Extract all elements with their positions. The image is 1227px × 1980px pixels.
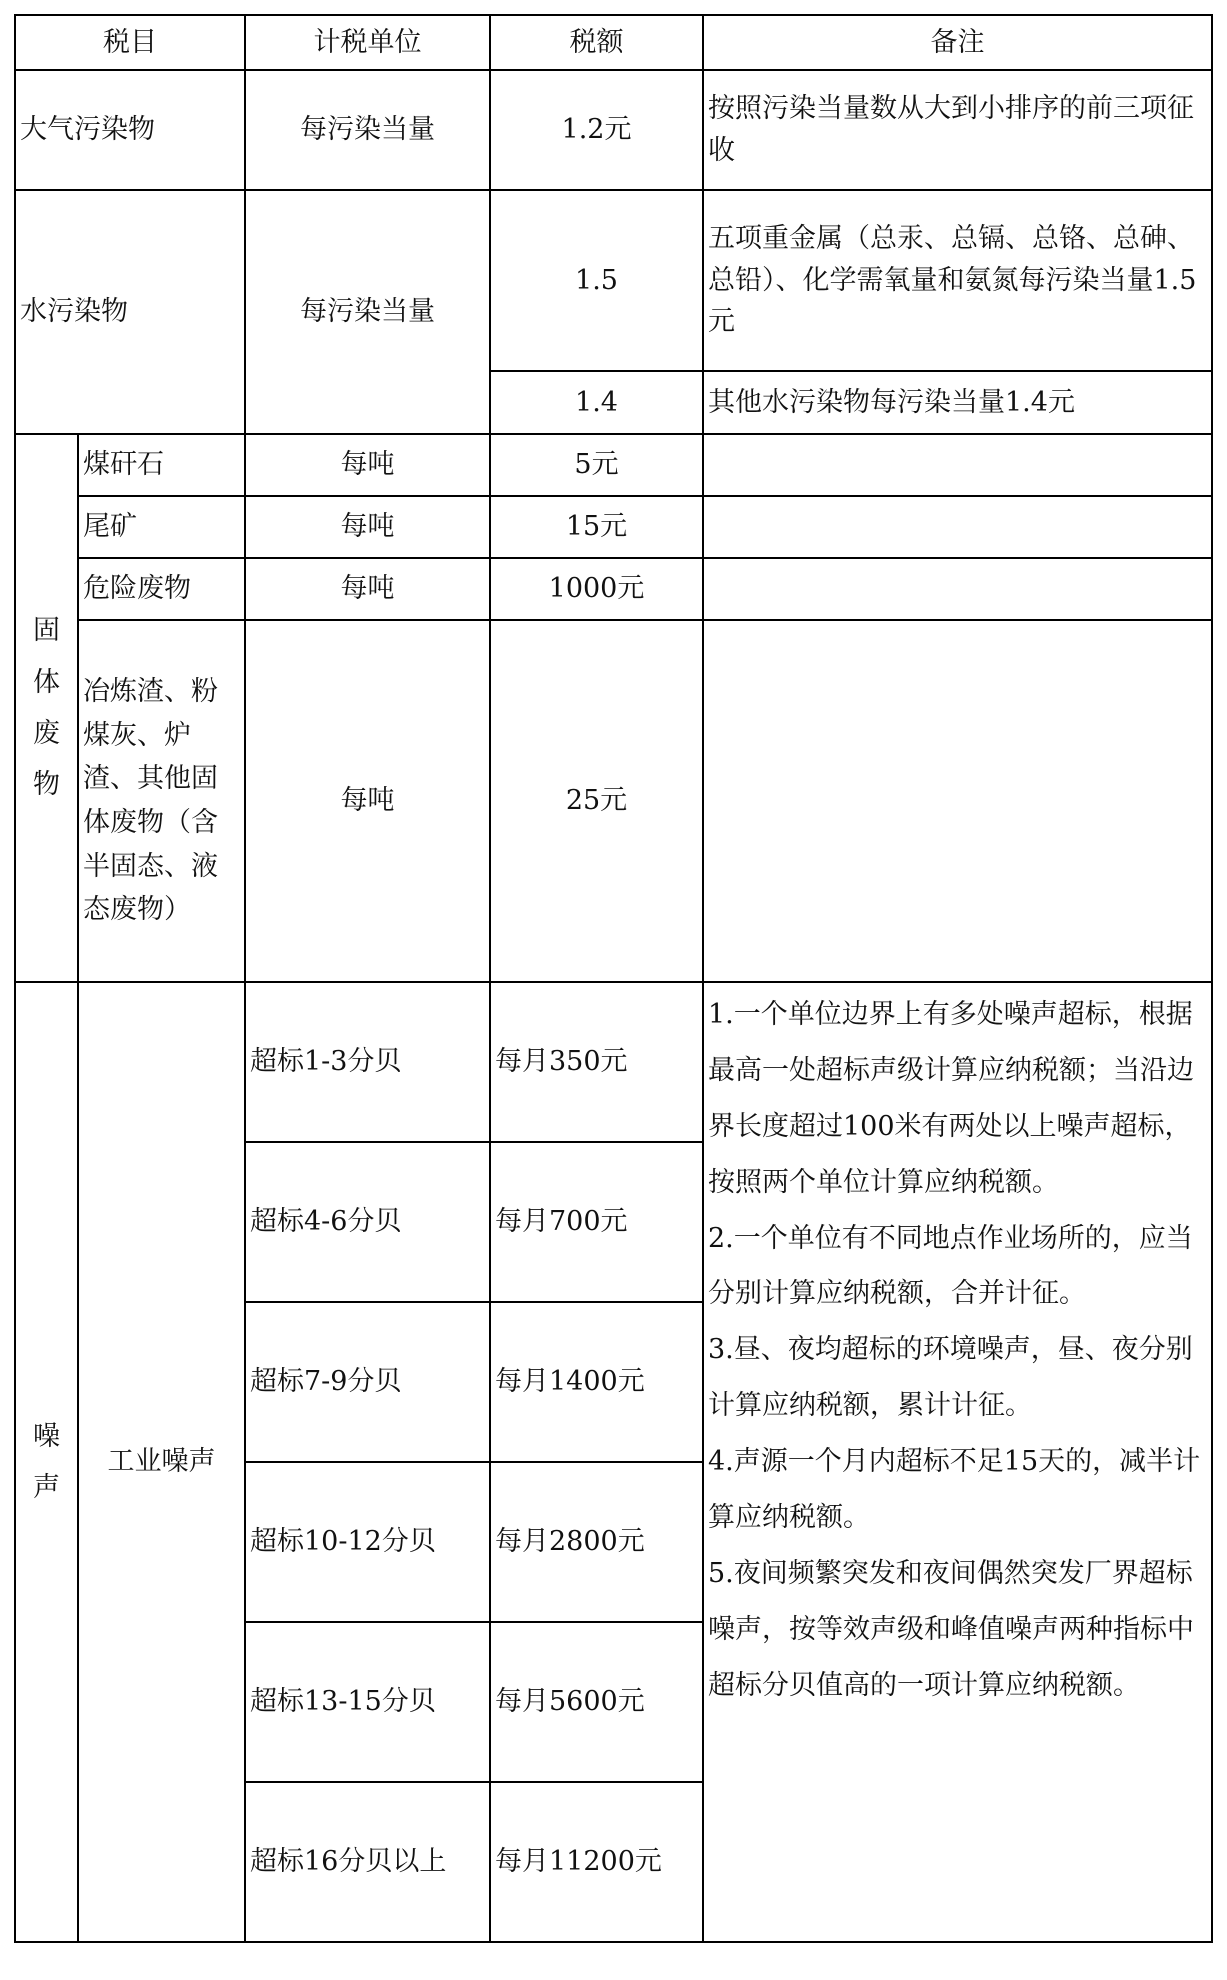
solid-unit-1: 每吨 (245, 434, 490, 496)
air-unit: 每污染当量 (245, 70, 490, 190)
noise-sub: 工业噪声 (78, 982, 245, 1942)
header-item: 税目 (15, 15, 245, 70)
noise-level-4: 超标10-12分贝 (245, 1462, 490, 1622)
noise-amount-3: 每月1400元 (490, 1302, 703, 1462)
water-name: 水污染物 (15, 190, 245, 434)
noise-amount-5: 每月5600元 (490, 1622, 703, 1782)
solid-amount-1: 5元 (490, 434, 703, 496)
noise-amount-6: 每月11200元 (490, 1782, 703, 1942)
water-unit: 每污染当量 (245, 190, 490, 434)
solid-note-4 (703, 620, 1212, 982)
noise-note-3: 3.昼、夜均超标的环境噪声，昼、夜分别计算应纳税额，累计计征。 (708, 1334, 1193, 1422)
solid-row-1 (15, 434, 1212, 496)
solid-note-3 (703, 558, 1212, 620)
water-note-2: 其他水污染物每污染当量1.4元 (703, 371, 1212, 434)
water-amount-1: 1.5 (490, 190, 703, 371)
solid-unit-2: 每吨 (245, 496, 490, 558)
solid-item-4: 冶炼渣、粉煤灰、炉渣、其他固体废物（含半固态、液态废物） (78, 620, 245, 982)
solid-amount-4: 25元 (490, 620, 703, 982)
solid-amount-3: 1000元 (490, 558, 703, 620)
solid-amount-2: 15元 (490, 496, 703, 558)
air-amount: 1.2元 (490, 70, 703, 190)
noise-level-5: 超标13-15分贝 (245, 1622, 490, 1782)
header-note: 备注 (703, 15, 1212, 70)
tax-table (14, 14, 1213, 1943)
noise-level-1: 超标1-3分贝 (245, 982, 490, 1142)
noise-level-2: 超标4-6分贝 (245, 1142, 490, 1302)
air-note: 按照污染当量数从大到小排序的前三项征收 (703, 70, 1212, 190)
noise-note-5: 5.夜间频繁突发和夜间偶然突发厂界超标噪声，按等效声级和峰值噪声两种指标中超标分贝值高的一项计算应纳税额。 (708, 1557, 1194, 1701)
noise-row-1 (15, 982, 1212, 1142)
noise-note-1: 1.一个单位边界上有多处噪声超标，根据最高一处超标声级计算应纳税额；当沿边界长度超过100米有两处以上噪声超标，按照两个单位计算应纳税额。 (708, 999, 1194, 1198)
header-unit: 计税单位 (245, 15, 490, 70)
solid-item-2: 尾矿 (78, 496, 245, 558)
air-name: 大气污染物 (15, 70, 245, 190)
air-row (15, 70, 1212, 190)
solid-row-2 (15, 496, 1212, 558)
noise-name: 噪 声 (15, 982, 78, 1942)
solid-row-3 (15, 558, 1212, 620)
solid-item-1: 煤矸石 (78, 434, 245, 496)
noise-notes (703, 982, 1212, 1942)
noise-level-3: 超标7-9分贝 (245, 1302, 490, 1462)
water-note-1: 五项重金属（总汞、总镉、总铬、总砷、总铅）、化学需氧量和氨氮每污染当量1.5元 (703, 190, 1212, 371)
water-row-1 (15, 190, 1212, 371)
solid-name: 固 体 废 物 (15, 434, 78, 982)
water-amount-2: 1.4 (490, 371, 703, 434)
noise-amount-4: 每月2800元 (490, 1462, 703, 1622)
solid-unit-4: 每吨 (245, 620, 490, 982)
solid-note-1 (703, 434, 1212, 496)
solid-row-4 (15, 620, 1212, 982)
solid-item-3: 危险废物 (78, 558, 245, 620)
noise-note-2: 2.一个单位有不同地点作业场所的，应当分别计算应纳税额，合并计征。 (708, 1222, 1193, 1310)
noise-amount-2: 每月700元 (490, 1142, 703, 1302)
header-amount: 税额 (490, 15, 703, 70)
solid-unit-3: 每吨 (245, 558, 490, 620)
noise-level-6: 超标16分贝以上 (245, 1782, 490, 1942)
header-row (15, 15, 1212, 70)
solid-note-2 (703, 496, 1212, 558)
noise-note-4: 4.声源一个月内超标不足15天的，减半计算应纳税额。 (708, 1446, 1201, 1533)
noise-amount-1: 每月350元 (490, 982, 703, 1142)
